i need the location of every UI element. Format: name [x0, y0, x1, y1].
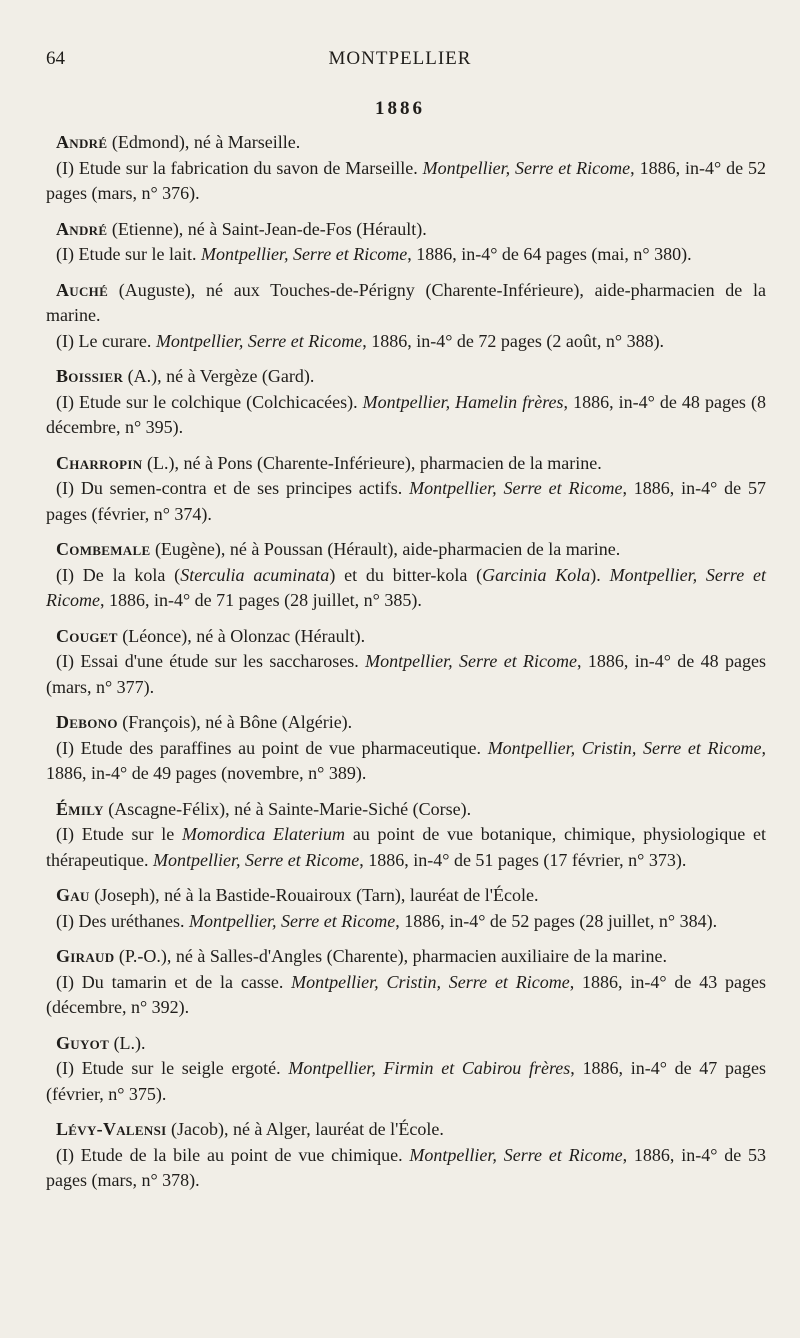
- publication-details: , 1886, in-4° de 64 pages (mai, n° 380).: [407, 244, 692, 264]
- author-line: [46, 1031, 766, 1057]
- author-line: [46, 944, 766, 970]
- species-name: Momordica Elaterium: [181, 824, 346, 844]
- publisher: Montpellier, Serre et Ricome: [365, 651, 578, 671]
- author-name: Charropin: [56, 452, 143, 473]
- author-info: (A.), né à Vergèze (Gard).: [123, 366, 315, 386]
- author-info: (Jacob), né à Alger, lauréat de l'École.: [166, 1119, 444, 1139]
- entry: [46, 130, 766, 207]
- work-title: (I) Du semen-contra et de ses principes actifs.: [56, 478, 410, 498]
- publication-line: [46, 476, 766, 527]
- entry: [46, 1117, 766, 1194]
- work-title: (I) Etude de la bile au point de vue chimique.: [56, 1144, 410, 1165]
- publication-line: [46, 1143, 766, 1194]
- author-name: Combemale: [56, 539, 151, 559]
- author-info: (Joseph), né à la Bastide-Rouairoux (Tarn), lauréat de l'École.: [89, 885, 539, 905]
- author-info: (François), né à Bône (Algérie).: [117, 712, 353, 732]
- species-name: Garcinia Kola: [482, 564, 591, 585]
- author-info: (Eugène), né à Poussan (Hérault), aide-pharmacien de la marine.: [150, 539, 621, 559]
- author-info: (Léonce), né à Olonzac (Hérault).: [117, 625, 366, 646]
- work-title: (I) Etude sur le: [56, 824, 182, 844]
- author-line: [46, 364, 766, 390]
- author-info: (L.).: [109, 1032, 146, 1053]
- publication-line: [46, 242, 766, 268]
- work-title: (I) Etude des paraffines au point de vue pharmaceutique.: [56, 737, 488, 758]
- entry: [46, 278, 766, 355]
- publication-details: , 1886, in-4° de 71 pages (28 juillet, n° 385).: [99, 590, 422, 610]
- page-number: 64: [46, 48, 65, 69]
- publication-details: , 1886, in-4° de 57 pages (février, n° 374).: [46, 478, 766, 524]
- publisher: Montpellier, Cristin, Serre et Ricome: [487, 737, 762, 758]
- author-name: André: [56, 132, 108, 152]
- publication-line: [46, 563, 766, 614]
- publication-line: [46, 390, 766, 441]
- publisher: Montpellier, Serre et Ricome: [155, 330, 363, 351]
- publication-line: [46, 909, 766, 935]
- publisher: Montpellier, Serre et Ricome: [188, 910, 396, 931]
- work-title: (I) De la kola (: [56, 564, 181, 585]
- author-line: [46, 1117, 766, 1143]
- entry: [46, 883, 766, 934]
- author-line: [46, 278, 766, 329]
- author-name: Couget: [56, 625, 118, 646]
- work-title: (I) Etude sur la fabrication du savon de Marseille.: [56, 157, 423, 178]
- work-title: (I) Des uréthanes.: [56, 910, 189, 931]
- author-name: Gau: [56, 885, 90, 905]
- entry: [46, 797, 766, 874]
- author-line: [46, 797, 766, 823]
- author-line: [46, 451, 766, 477]
- work-title: (I) Le curare.: [56, 330, 156, 351]
- publisher: Montpellier, Serre et Ricome: [422, 157, 631, 178]
- author-line: [46, 130, 766, 156]
- author-line: [46, 537, 766, 563]
- publication-line: [46, 156, 766, 207]
- work-title-continued: au point de vue botanique, chimique, physiologique et thérapeutique.: [46, 824, 767, 870]
- publication-details: , 1886, in-4° de 48 pages (8 décembre, n° 395).: [46, 391, 766, 437]
- author-info: (P.-O.), né à Salles-d'Angles (Charente), pharmacien auxiliaire de la marine.: [114, 946, 667, 966]
- publication-details: , 1886, in-4° de 52 pages (28 juillet, n° 384).: [395, 910, 718, 931]
- section-year: 1886: [375, 98, 425, 119]
- publisher: Montpellier, Cristin, Serre et Ricome: [291, 971, 570, 992]
- entry: [46, 537, 766, 614]
- publisher: Montpellier, Serre et Ricome: [200, 244, 408, 264]
- publisher: Montpellier, Serre et Ricome: [46, 564, 767, 610]
- author-line: [46, 883, 766, 909]
- entry: [46, 710, 766, 787]
- entry: [46, 217, 766, 268]
- work-title: (I) Etude sur le seigle ergoté.: [56, 1058, 289, 1078]
- entry: [46, 451, 766, 528]
- publisher: Montpellier, Firmin et Cabirou frères: [288, 1058, 571, 1078]
- entry: [46, 1031, 766, 1108]
- publisher: Montpellier, Serre et Ricome: [152, 849, 360, 870]
- work-title: (I) Etude sur le lait.: [56, 244, 201, 264]
- work-title: (I) Du tamarin et de la casse.: [56, 971, 292, 992]
- publication-details: , 1886, in-4° de 47 pages (février, n° 375).: [46, 1058, 766, 1104]
- author-line: [46, 624, 766, 650]
- publication-details: , 1886, in-4° de 49 pages (novembre, n° 389).: [46, 737, 766, 783]
- entry: [46, 364, 766, 441]
- publication-details: , 1886, in-4° de 52 pages (mars, n° 376).: [46, 157, 767, 203]
- publication-line: [46, 329, 766, 355]
- running-title: MONTPELLIER: [328, 48, 472, 69]
- author-name: Guyot: [56, 1032, 110, 1053]
- author-name: Émily: [56, 798, 104, 819]
- publication-line: [46, 1056, 766, 1107]
- author-line: [46, 710, 766, 736]
- publication-line: [46, 970, 766, 1021]
- author-name: Auché: [56, 279, 109, 300]
- author-name: André: [56, 218, 108, 239]
- entry: [46, 944, 766, 1021]
- author-name: Debono: [56, 712, 118, 732]
- publisher: Montpellier, Serre et Ricome: [409, 1144, 623, 1165]
- author-name: Giraud: [56, 946, 115, 966]
- publication-details: , 1886, in-4° de 53 pages (mars, n° 378).: [46, 1144, 767, 1190]
- work-title: (I) Etude sur le colchique (Colchicacées).: [56, 391, 363, 412]
- publication-details: , 1886, in-4° de 48 pages (mars, n° 377).: [46, 651, 766, 697]
- work-title-continued: ).: [590, 564, 610, 585]
- publisher: Montpellier, Serre et Ricome: [409, 478, 623, 498]
- publisher: Montpellier, Hamelin frères: [362, 391, 564, 412]
- publication-details: , 1886, in-4° de 51 pages (17 février, n° 373).: [359, 849, 687, 870]
- publication-details: , 1886, in-4° de 72 pages (2 août, n° 388).: [362, 330, 665, 351]
- author-name: Boissier: [56, 366, 124, 386]
- author-info: (Etienne), né à Saint-Jean-de-Fos (Hérault).: [107, 218, 427, 239]
- author-info: (Edmond), né à Marseille.: [107, 132, 301, 152]
- publication-line: [46, 822, 766, 873]
- publication-details: , 1886, in-4° de 43 pages (décembre, n° 392).: [46, 971, 767, 1017]
- author-name: Lévy-Valensi: [56, 1119, 167, 1139]
- author-info: (Auguste), né aux Touches-de-Périgny (Charente-Inférieure), aide-pharmacien de la marine.: [46, 279, 766, 325]
- work-title-continued: ) et du bitter-kola (: [329, 564, 483, 585]
- entry-list: [46, 130, 766, 1204]
- author-line: [46, 217, 766, 243]
- work-title: (I) Essai d'une étude sur les saccharoses.: [56, 651, 366, 671]
- species-name: Sterculia acuminata: [180, 564, 330, 585]
- author-info: (Ascagne-Félix), né à Sainte-Marie-Siché (Corse).: [103, 798, 472, 819]
- publication-line: [46, 736, 766, 787]
- author-info: (L.), né à Pons (Charente-Inférieure), pharmacien de la marine.: [142, 452, 602, 473]
- entry: [46, 624, 766, 701]
- publication-line: [46, 649, 766, 700]
